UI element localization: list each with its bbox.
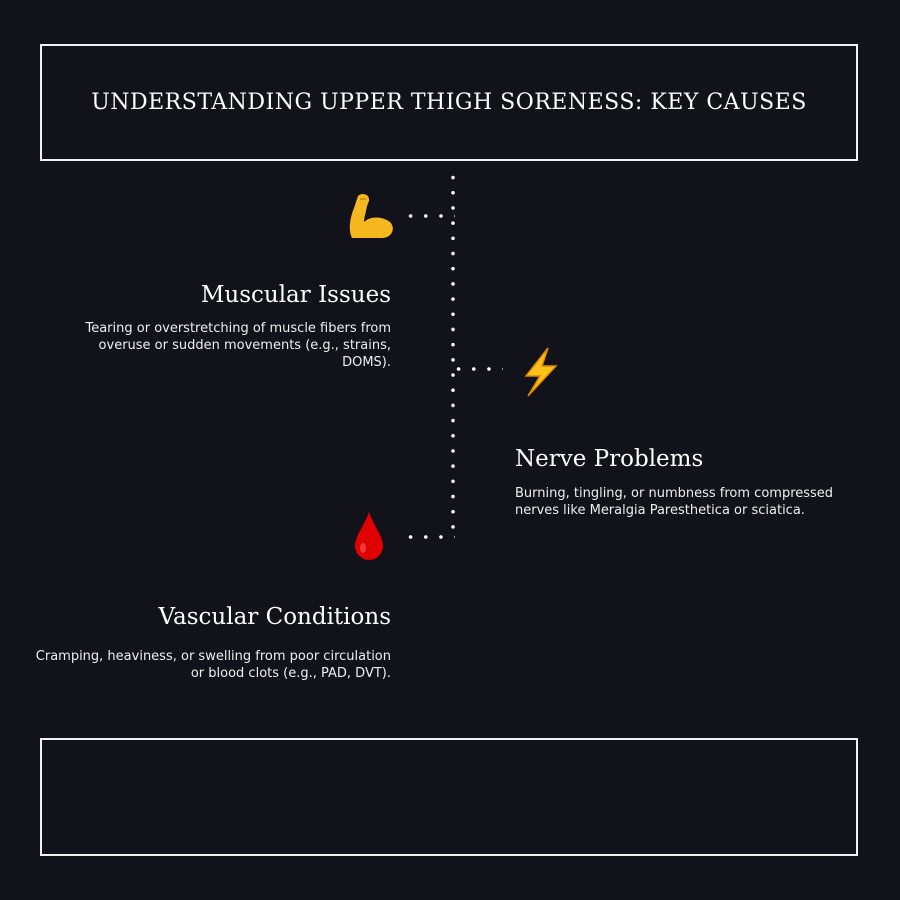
lightning-bolt-icon bbox=[520, 346, 562, 398]
item-heading: Nerve Problems bbox=[515, 446, 704, 472]
title-box bbox=[40, 44, 858, 161]
connector-dots bbox=[403, 535, 455, 539]
connector-dots bbox=[451, 367, 503, 371]
item-heading: Vascular Conditions bbox=[158, 604, 391, 630]
footer-box bbox=[40, 738, 858, 856]
connector-dots bbox=[403, 214, 455, 218]
item-heading: Muscular Issues bbox=[200, 282, 391, 308]
page-title: UNDERSTANDING UPPER THIGH SORENESS: KEY CAUSES bbox=[91, 90, 807, 115]
item-description: Tearing or overstretching of muscle fibers from overuse or sudden movements (e.g., strains, DOMS). bbox=[85, 321, 391, 370]
flexed-biceps-icon bbox=[344, 190, 396, 242]
item-description: Cramping, heaviness, or swelling from poor circulation or blood clots (e.g., PAD, DVT). bbox=[35, 649, 391, 681]
blood-drop-icon bbox=[352, 510, 386, 562]
timeline-dotted-line bbox=[451, 170, 455, 540]
item-description: Burning, tingling, or numbness from compressed nerves like Meralgia Paresthetica or sciatica. bbox=[515, 486, 834, 518]
